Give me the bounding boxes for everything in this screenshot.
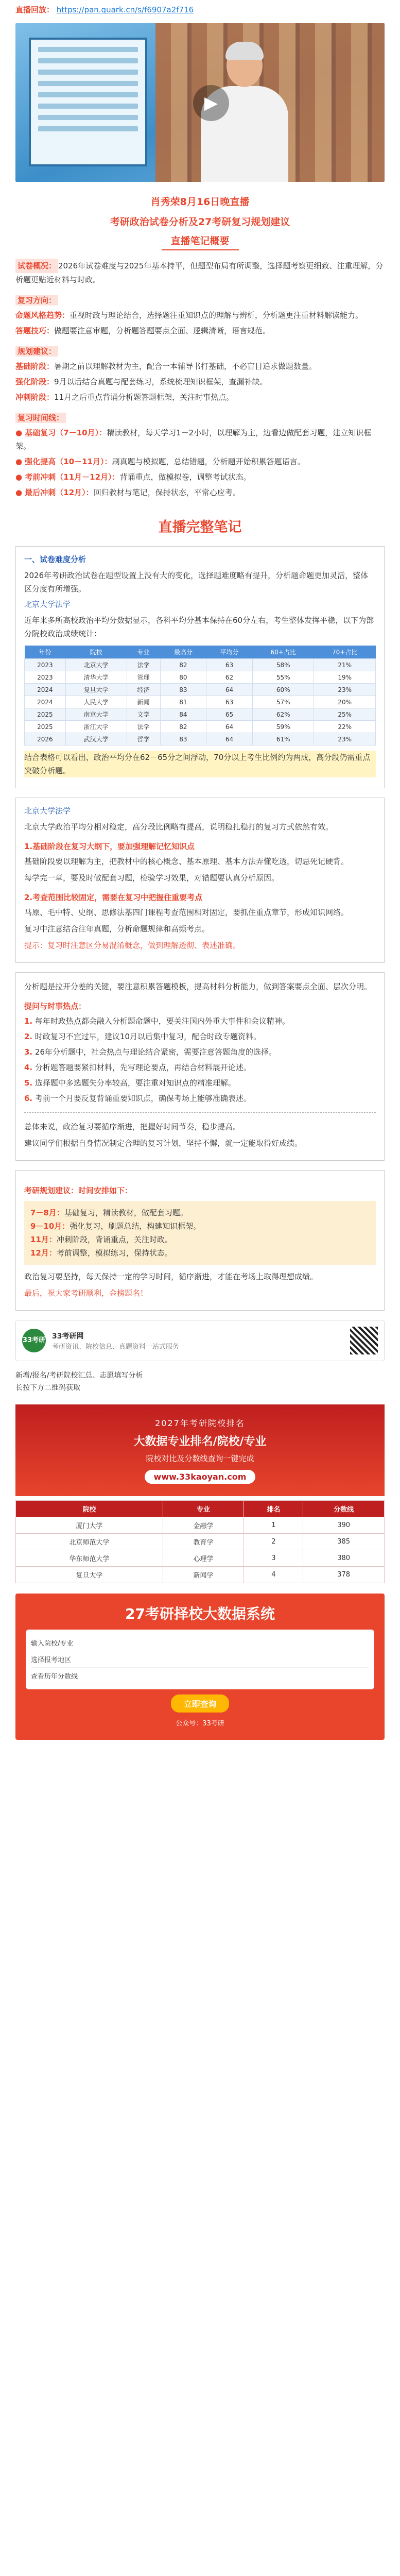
score-lookup[interactable]: 查看历年分数线: [31, 1668, 369, 1684]
school-search-banner: [15, 1594, 385, 1740]
banner-line: 院校对比及分数线查询一键完成: [146, 1454, 254, 1463]
table-header-row: 年份 院校 专业 最高分 平均分 60+占比 70+占比: [25, 646, 376, 659]
paragraph: 总体来说，政治复习要循序渐进，把握好时间节奏，稳步提高。: [24, 1122, 241, 1131]
note-box-2: [15, 798, 385, 963]
table-row: 2025 浙江大学 法学 82 64 59% 22%: [25, 721, 376, 733]
list-item: 3. 26年分析题中，社会热点与理论结合紧密，需要注意答题角度的选择。: [24, 1047, 277, 1057]
note-box-1: [15, 546, 385, 788]
paragraph: 2026年考研政治试卷在题型设置上没有大的变化，选择题难度略有提升，分析题命题更加灵活，整体区分度有所增强。: [24, 571, 369, 594]
school-input[interactable]: 输入院校/专业: [31, 1635, 369, 1651]
banner-line: 2027年考研院校排名: [155, 1418, 245, 1428]
table-row: 2024 复旦大学 经济 83 64 60% 23%: [25, 684, 376, 696]
promo-links: [15, 1369, 385, 1394]
paragraph: 分析题是拉开分差的关键，要注意积累答题模板，提高材料分析能力，做到答案要点全面、层次分明。: [24, 982, 372, 991]
live-title: 肖秀荣8月16日晚直播: [150, 196, 250, 208]
paragraph: 近年来多所高校政治平均分数据显示，各科平均分基本保持在60分左右，考生整体发挥平稳，以下为部分院校政治成绩统计：: [24, 616, 374, 638]
section-heading: 考研规划建议：时间安排如下：: [24, 1186, 133, 1195]
timeline-heading: 复习时间线：: [15, 412, 385, 423]
note-box-4: [15, 1170, 385, 1311]
paragraph: 政治复习要坚持，每天保持一定的学习时间，循序渐进，才能在考场上取得理想成绩。: [24, 1272, 318, 1281]
promo-line: 新增/报名/考研院校汇总、志愿填写分析: [15, 1371, 143, 1380]
table-row: 2024 人民大学 新闻 81 63 57% 20%: [25, 696, 376, 708]
closing-text: 最后，祝大家考研顺利，金榜题名！: [24, 1289, 148, 1298]
table-row: 复旦大学 新闻学 4 378: [16, 1567, 385, 1583]
list-item: 命题风格趋势：重视时政与理论结合，选择题注重知识点的理解与辨析，分析题更注重材料解读能力。: [15, 311, 363, 320]
search-form: [26, 1630, 374, 1689]
banner-title: 27考研择校大数据系统: [125, 1605, 275, 1622]
table-row: 2023 北京大学 法学 82 63 58% 21%: [25, 659, 376, 671]
table-row: 2026 武汉大学 哲学 83 64 61% 23%: [25, 733, 376, 745]
summary-paragraph: 试卷概况： 2026年试卷难度与2025年基本持平，但题型布局有所调整，选择题考察更细致、注重理解，分析题更贴近材料与时政。: [15, 259, 385, 286]
paragraph: 基础阶段要以理解为主，把教材中的核心概念、基本原理、基本方法弄懂吃透，切忌死记硬背。: [24, 857, 349, 866]
query-button[interactable]: 立即查询: [171, 1694, 229, 1713]
plan-heading: 规划建议：: [15, 346, 385, 357]
live-subtitle: 考研政治试卷分析及27考研复习规划建议: [110, 216, 290, 228]
live-video-thumbnail[interactable]: [15, 23, 385, 182]
divider: [24, 1112, 376, 1113]
timeline-row: 7－8月：基础复习，精读教材，做配套习题。: [30, 1208, 188, 1217]
list-item: 答题技巧：做题要注意审题，分析题答题要点全面、逻辑清晰，语言规范。: [15, 326, 271, 335]
list-item: ● 考前冲刺（11月－12月）：背诵重点，做模拟卷，调整考试状态。: [15, 472, 251, 482]
paragraph: 每学完一章，要及时做配套习题，检验学习效果，对错题要认真分析原因。: [24, 873, 280, 883]
list-item: ● 基础复习（7－10月）：精读教材，每天学习1－2小时，以理解为主，边看边做配套习题，建立知识框架。: [15, 428, 372, 451]
ranking-table: [15, 1500, 385, 1583]
qr-code-icon: [350, 1327, 378, 1354]
school-tag: 北京大学法学: [24, 600, 71, 609]
account-info: [52, 1331, 344, 1351]
box-heading: 一、试卷难度分析: [24, 555, 86, 564]
table-row: 厦门大学 金融学 1 390: [16, 1517, 385, 1534]
replay-label: 直播回放：: [15, 5, 55, 14]
list-item: 4. 分析题答题要紧扣材料，先写理论要点，再结合材料展开论述。: [24, 1063, 251, 1072]
account-card[interactable]: [15, 1320, 385, 1361]
paragraph: 马原、毛中特、史纲、思修法基四门课程考查范围相对固定，要抓住重点章节，形成知识网络。: [24, 908, 349, 917]
timeline-box: [24, 1201, 376, 1265]
timeline-row: 12月：考前调整，模拟练习，保持状态。: [30, 1248, 172, 1258]
replay-link-row: [15, 0, 385, 17]
table-row: 2023 清华大学 管理 80 62 55% 19%: [25, 671, 376, 684]
account-desc: 考研资讯、院校信息、真题资料一站式服务: [52, 1343, 180, 1351]
hint-text: 提示：复习时注意区分易混淆概念，做到理解透彻、表述准确。: [24, 941, 241, 950]
replay-url-link[interactable]: https://pan.quark.cn/s/f6907a2f716: [56, 5, 194, 14]
list-item: 6. 考前一个月要反复背诵重要知识点，确保考场上能够准确表述。: [24, 1094, 251, 1103]
banner-website[interactable]: www.33kaoyan.com: [145, 1470, 256, 1484]
score-table: [24, 646, 376, 745]
table-row: 2025 南京大学 文学 84 65 62% 25%: [25, 708, 376, 721]
paragraph: 复习中注意结合往年真题，分析命题规律和高频考点。: [24, 924, 210, 934]
table-row: 华东师范大学 心理学 3 380: [16, 1550, 385, 1567]
list-item: 5. 选择题中多选题失分率较高，要注重对知识点的精准理解。: [24, 1078, 236, 1088]
account-footer: 公众号：33考研: [176, 1720, 224, 1727]
school-tag: 北京大学法学: [24, 806, 71, 816]
section-heading: 1.基础阶段在复习大纲下，要加强理解记忆知识点: [24, 842, 195, 851]
list-item: 冲刺阶段：11月之后重点背诵分析题答题框架，关注时事热点。: [15, 393, 234, 402]
paragraph: 建议同学们根据自身情况制定合理的复习计划，坚持不懈，就一定能取得好成绩。: [24, 1139, 303, 1148]
promo-line: 长按下方二维码获取: [15, 1384, 80, 1392]
region-select[interactable]: 选择报考地区: [31, 1651, 369, 1668]
highlight-paragraph: 结合表格可以看出，政治平均分在62－65分之间浮动，70分以上考生比例约为两成，高分段仍需重点突破分析题。: [24, 751, 376, 777]
account-logo: 33考研: [22, 1329, 46, 1352]
timeline-row: 9－10月：强化复习，刷题总结，构建知识框架。: [30, 1222, 201, 1231]
table-header-row: 院校 专业 排名 分数线: [16, 1501, 385, 1517]
list-item: ● 强化提高（10－11月）：刷真题与模拟题，总结错题，分析题开始积累答题语言。: [15, 457, 305, 466]
banner-title: 大数据专业排名/院校/专业: [133, 1435, 267, 1448]
note-box-3: [15, 972, 385, 1161]
whiteboard: [29, 38, 147, 166]
table-row: 北京师范大学 教育学 2 385: [16, 1534, 385, 1550]
play-icon[interactable]: ▶: [193, 85, 229, 121]
section-heading: 2.考查范围比较固定，需要在复习中把握住重要考点: [24, 893, 203, 902]
list-item: 基础阶段：暑期之前以理解教材为主，配合一本辅导书打基础，不必盲目追求做题数量。: [15, 362, 317, 371]
list-item: ● 最后冲刺（12月）：回归教材与笔记，保持状态，平常心应考。: [15, 488, 240, 497]
timeline-row: 11月：冲刺阶段，背诵重点，关注时政。: [30, 1235, 172, 1244]
notes-title: 直播完整笔记: [158, 519, 242, 535]
list-item: 2. 时政复习不宜过早，建议10月以后集中复习，配合时政专题资料。: [24, 1032, 262, 1041]
ranking-banner[interactable]: [15, 1404, 385, 1496]
direction-heading: 复习方向：: [15, 295, 385, 306]
list-item: 1. 每年时政热点都会融入分析题命题中，要关注国内外重大事件和会议精神。: [24, 1016, 290, 1026]
paragraph: 北京大学政治平均分相对稳定，高分段比例略有提高，说明稳扎稳打的复习方式依然有效。: [24, 822, 334, 832]
account-name: 33考研网: [52, 1332, 84, 1341]
list-item: 强化阶段：9月以后结合真题与配套练习，系统梳理知识框架，查漏补缺。: [15, 377, 268, 386]
summary-heading: 直播笔记概要: [162, 233, 239, 250]
section-heading: 提问与时事热点：: [24, 1002, 86, 1011]
